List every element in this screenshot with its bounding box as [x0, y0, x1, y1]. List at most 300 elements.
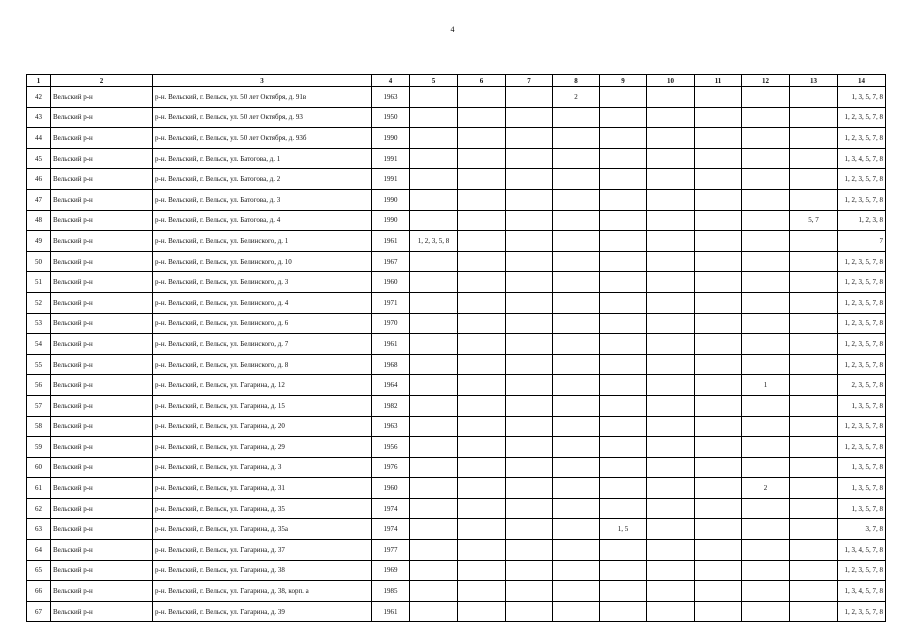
col13-cell: 5, 7	[790, 210, 838, 231]
col9-cell	[600, 375, 647, 396]
col7-cell	[506, 148, 553, 169]
col11-cell	[695, 519, 742, 540]
col10-cell	[647, 313, 695, 334]
col13-cell	[790, 437, 838, 458]
col-header-9: 9	[600, 75, 647, 87]
table-row	[27, 251, 886, 272]
col10-cell	[647, 560, 695, 581]
col11-cell	[695, 128, 742, 149]
year-cell: 1961	[372, 334, 410, 355]
col8-cell	[553, 437, 600, 458]
district-cell: Вельский р-н	[51, 437, 153, 458]
col13-cell	[790, 148, 838, 169]
address-cell: р-н. Вельский, г. Вельск, ул. Батогова, д. 4	[153, 210, 372, 231]
col7-cell	[506, 128, 553, 149]
col8-cell	[553, 231, 600, 252]
col6-cell	[458, 148, 506, 169]
year-cell: 1961	[372, 231, 410, 252]
district-cell: Вельский р-н	[51, 519, 153, 540]
col10-cell	[647, 251, 695, 272]
col12-cell	[742, 189, 790, 210]
col14-cell: 1, 2, 3, 5, 7, 8	[838, 272, 886, 293]
row-number-cell: 57	[27, 395, 51, 416]
col6-cell	[458, 210, 506, 231]
col7-cell	[506, 581, 553, 602]
year-cell: 1956	[372, 437, 410, 458]
year-cell: 1969	[372, 560, 410, 581]
col9-cell	[600, 416, 647, 437]
col8-cell	[553, 128, 600, 149]
year-cell: 1985	[372, 581, 410, 602]
year-cell: 1961	[372, 601, 410, 622]
col14-cell: 1, 2, 3, 5, 7, 8	[838, 292, 886, 313]
col11-cell	[695, 107, 742, 128]
address-cell: р-н. Вельский, г. Вельск, ул. Гагарина, д. 29	[153, 437, 372, 458]
address-cell: р-н. Вельский, г. Вельск, ул. Белинского, д. 6	[153, 313, 372, 334]
col10-cell	[647, 540, 695, 561]
col12-cell	[742, 334, 790, 355]
col8-cell	[553, 540, 600, 561]
col8-cell	[553, 601, 600, 622]
col9-cell	[600, 437, 647, 458]
col14-cell: 1, 2, 3, 5, 7, 8	[838, 169, 886, 190]
col10-cell	[647, 272, 695, 293]
col-header-1: 1	[27, 75, 51, 87]
col8-cell	[553, 272, 600, 293]
table-row	[27, 169, 886, 190]
col13-cell	[790, 416, 838, 437]
col12-cell	[742, 581, 790, 602]
col13-cell	[790, 231, 838, 252]
year-cell: 1974	[372, 519, 410, 540]
col9-cell	[600, 560, 647, 581]
header-row	[27, 75, 886, 87]
col6-cell	[458, 128, 506, 149]
col11-cell	[695, 87, 742, 108]
col10-cell	[647, 519, 695, 540]
district-cell: Вельский р-н	[51, 169, 153, 190]
year-cell: 1990	[372, 128, 410, 149]
table-row	[27, 292, 886, 313]
col5-cell	[410, 313, 458, 334]
col8-cell	[553, 457, 600, 478]
col-header-6: 6	[458, 75, 506, 87]
district-cell: Вельский р-н	[51, 354, 153, 375]
col14-cell: 1, 2, 3, 5, 7, 8	[838, 313, 886, 334]
col6-cell	[458, 313, 506, 334]
col5-cell	[410, 210, 458, 231]
address-cell: р-н. Вельский, г. Вельск, ул. Гагарина, д. 35	[153, 498, 372, 519]
district-cell: Вельский р-н	[51, 107, 153, 128]
col13-cell	[790, 292, 838, 313]
address-cell: р-н. Вельский, г. Вельск, ул. Белинского, д. 8	[153, 354, 372, 375]
col12-cell	[742, 251, 790, 272]
district-cell: Вельский р-н	[51, 416, 153, 437]
year-cell: 1950	[372, 107, 410, 128]
col10-cell	[647, 334, 695, 355]
col9-cell	[600, 334, 647, 355]
district-cell: Вельский р-н	[51, 334, 153, 355]
col13-cell	[790, 251, 838, 272]
col9-cell	[600, 148, 647, 169]
district-cell: Вельский р-н	[51, 601, 153, 622]
col7-cell	[506, 457, 553, 478]
table-row	[27, 395, 886, 416]
col11-cell	[695, 457, 742, 478]
table-row	[27, 354, 886, 375]
address-cell: р-н. Вельский, г. Вельск, ул. Гагарина, д. 39	[153, 601, 372, 622]
col14-cell: 1, 3, 4, 5, 7, 8	[838, 540, 886, 561]
col12-cell	[742, 210, 790, 231]
col5-cell	[410, 169, 458, 190]
col12-cell	[742, 313, 790, 334]
col13-cell	[790, 540, 838, 561]
col8-cell	[553, 148, 600, 169]
col14-cell: 1, 2, 3, 5, 7, 8	[838, 107, 886, 128]
col-header-8: 8	[553, 75, 600, 87]
col5-cell	[410, 457, 458, 478]
address-cell: р-н. Вельский, г. Вельск, ул. Гагарина, д. 38, корп. а	[153, 581, 372, 602]
row-number-cell: 49	[27, 231, 51, 252]
district-cell: Вельский р-н	[51, 581, 153, 602]
col12-cell	[742, 87, 790, 108]
col9-cell	[600, 395, 647, 416]
address-cell: р-н. Вельский, г. Вельск, ул. Гагарина, д. 3	[153, 457, 372, 478]
col-header-11: 11	[695, 75, 742, 87]
table-row	[27, 437, 886, 458]
district-cell: Вельский р-н	[51, 210, 153, 231]
col12-cell	[742, 231, 790, 252]
table-row	[27, 87, 886, 108]
district-cell: Вельский р-н	[51, 251, 153, 272]
col9-cell	[600, 478, 647, 499]
col7-cell	[506, 560, 553, 581]
col11-cell	[695, 334, 742, 355]
district-cell: Вельский р-н	[51, 292, 153, 313]
col10-cell	[647, 354, 695, 375]
col11-cell	[695, 601, 742, 622]
col14-cell: 1, 3, 5, 7, 8	[838, 478, 886, 499]
col13-cell	[790, 581, 838, 602]
col5-cell	[410, 540, 458, 561]
col5-cell	[410, 519, 458, 540]
col12-cell	[742, 519, 790, 540]
address-cell: р-н. Вельский, г. Вельск, ул. Батогова, д. 3	[153, 189, 372, 210]
col14-cell: 1, 2, 3, 5, 7, 8	[838, 354, 886, 375]
col-header-12: 12	[742, 75, 790, 87]
col7-cell	[506, 210, 553, 231]
table-row	[27, 498, 886, 519]
col5-cell	[410, 189, 458, 210]
row-number-cell: 51	[27, 272, 51, 293]
year-cell: 1990	[372, 189, 410, 210]
col10-cell	[647, 128, 695, 149]
table-row	[27, 457, 886, 478]
district-cell: Вельский р-н	[51, 128, 153, 149]
address-cell: р-н. Вельский, г. Вельск, ул. Белинского, д. 10	[153, 251, 372, 272]
row-number-cell: 42	[27, 87, 51, 108]
table-row	[27, 107, 886, 128]
col7-cell	[506, 540, 553, 561]
table-row	[27, 148, 886, 169]
col10-cell	[647, 231, 695, 252]
col6-cell	[458, 478, 506, 499]
col12-cell	[742, 457, 790, 478]
col13-cell	[790, 498, 838, 519]
address-cell: р-н. Вельский, г. Вельск, ул. Белинского, д. 1	[153, 231, 372, 252]
col7-cell	[506, 478, 553, 499]
address-cell: р-н. Вельский, г. Вельск, ул. 50 лет Октября, д. 93б	[153, 128, 372, 149]
col13-cell	[790, 560, 838, 581]
col6-cell	[458, 519, 506, 540]
row-number-cell: 64	[27, 540, 51, 561]
year-cell: 1967	[372, 251, 410, 272]
col-header-5: 5	[410, 75, 458, 87]
col6-cell	[458, 169, 506, 190]
col6-cell	[458, 375, 506, 396]
col8-cell	[553, 560, 600, 581]
table-row	[27, 560, 886, 581]
col7-cell	[506, 354, 553, 375]
row-number-cell: 65	[27, 560, 51, 581]
col-header-2: 2	[51, 75, 153, 87]
address-cell: р-н. Вельский, г. Вельск, ул. Гагарина, д. 15	[153, 395, 372, 416]
year-cell: 1960	[372, 478, 410, 499]
col7-cell	[506, 375, 553, 396]
col7-cell	[506, 334, 553, 355]
col12-cell	[742, 540, 790, 561]
year-cell: 1963	[372, 87, 410, 108]
col7-cell	[506, 251, 553, 272]
col13-cell	[790, 87, 838, 108]
address-cell: р-н. Вельский, г. Вельск, ул. Белинского, д. 3	[153, 272, 372, 293]
col9-cell	[600, 581, 647, 602]
col11-cell	[695, 354, 742, 375]
col14-cell: 1, 2, 3, 5, 7, 8	[838, 334, 886, 355]
col6-cell	[458, 416, 506, 437]
col5-cell	[410, 375, 458, 396]
col12-cell	[742, 437, 790, 458]
col14-cell: 1, 3, 4, 5, 7, 8	[838, 581, 886, 602]
row-number-cell: 47	[27, 189, 51, 210]
col5-cell	[410, 437, 458, 458]
col13-cell	[790, 519, 838, 540]
col7-cell	[506, 272, 553, 293]
year-cell: 1968	[372, 354, 410, 375]
col14-cell: 1, 2, 3, 8	[838, 210, 886, 231]
col13-cell	[790, 334, 838, 355]
row-number-cell: 53	[27, 313, 51, 334]
col10-cell	[647, 375, 695, 396]
col7-cell	[506, 416, 553, 437]
col6-cell	[458, 395, 506, 416]
col9-cell	[600, 251, 647, 272]
row-number-cell: 43	[27, 107, 51, 128]
col13-cell	[790, 128, 838, 149]
col8-cell	[553, 416, 600, 437]
col8-cell	[553, 189, 600, 210]
col5-cell	[410, 292, 458, 313]
col13-cell	[790, 601, 838, 622]
address-cell: р-н. Вельский, г. Вельск, ул. Гагарина, д. 20	[153, 416, 372, 437]
col6-cell	[458, 231, 506, 252]
col10-cell	[647, 107, 695, 128]
year-cell: 1960	[372, 272, 410, 293]
address-cell: р-н. Вельский, г. Вельск, ул. Гагарина, д. 35а	[153, 519, 372, 540]
col9-cell	[600, 210, 647, 231]
col-header-7: 7	[506, 75, 553, 87]
col11-cell	[695, 169, 742, 190]
col12-cell	[742, 416, 790, 437]
col10-cell	[647, 395, 695, 416]
address-cell: р-н. Вельский, г. Вельск, ул. Белинского, д. 4	[153, 292, 372, 313]
table-row	[27, 540, 886, 561]
col13-cell	[790, 107, 838, 128]
row-number-cell: 59	[27, 437, 51, 458]
col10-cell	[647, 457, 695, 478]
year-cell: 1963	[372, 416, 410, 437]
col11-cell	[695, 189, 742, 210]
col5-cell	[410, 601, 458, 622]
col8-cell	[553, 210, 600, 231]
row-number-cell: 45	[27, 148, 51, 169]
col14-cell: 1, 2, 3, 5, 7, 8	[838, 437, 886, 458]
table-row	[27, 189, 886, 210]
row-number-cell: 46	[27, 169, 51, 190]
col14-cell: 1, 3, 4, 5, 7, 8	[838, 148, 886, 169]
col8-cell	[553, 478, 600, 499]
col8-cell	[553, 251, 600, 272]
col7-cell	[506, 313, 553, 334]
col13-cell	[790, 169, 838, 190]
col11-cell	[695, 560, 742, 581]
col-header-3: 3	[153, 75, 372, 87]
col11-cell	[695, 416, 742, 437]
col10-cell	[647, 478, 695, 499]
col9-cell	[600, 169, 647, 190]
col11-cell	[695, 210, 742, 231]
row-number-cell: 52	[27, 292, 51, 313]
row-number-cell: 58	[27, 416, 51, 437]
district-cell: Вельский р-н	[51, 231, 153, 252]
table-row	[27, 581, 886, 602]
col11-cell	[695, 540, 742, 561]
table-row	[27, 313, 886, 334]
table-row	[27, 478, 886, 499]
col7-cell	[506, 498, 553, 519]
table-row	[27, 416, 886, 437]
col8-cell	[553, 292, 600, 313]
address-cell: р-н. Вельский, г. Вельск, ул. Гагарина, д. 31	[153, 478, 372, 499]
address-cell: р-н. Вельский, г. Вельск, ул. Батогова, д. 2	[153, 169, 372, 190]
col13-cell	[790, 272, 838, 293]
col13-cell	[790, 478, 838, 499]
row-number-cell: 61	[27, 478, 51, 499]
col9-cell	[600, 292, 647, 313]
register-table	[26, 74, 886, 622]
col11-cell	[695, 581, 742, 602]
col11-cell	[695, 272, 742, 293]
table-row	[27, 272, 886, 293]
col5-cell	[410, 128, 458, 149]
col14-cell: 1, 2, 3, 5, 7, 8	[838, 189, 886, 210]
col7-cell	[506, 189, 553, 210]
col5-cell	[410, 272, 458, 293]
col6-cell	[458, 87, 506, 108]
col14-cell: 1, 3, 5, 7, 8	[838, 87, 886, 108]
col6-cell	[458, 437, 506, 458]
col6-cell	[458, 354, 506, 375]
col5-cell	[410, 87, 458, 108]
row-number-cell: 56	[27, 375, 51, 396]
col5-cell	[410, 560, 458, 581]
col9-cell	[600, 189, 647, 210]
col9-cell	[600, 107, 647, 128]
col11-cell	[695, 498, 742, 519]
col11-cell	[695, 231, 742, 252]
col8-cell	[553, 375, 600, 396]
col13-cell	[790, 354, 838, 375]
col9-cell	[600, 272, 647, 293]
col10-cell	[647, 87, 695, 108]
col13-cell	[790, 189, 838, 210]
address-cell: р-н. Вельский, г. Вельск, ул. 50 лет Октября, д. 91в	[153, 87, 372, 108]
col7-cell	[506, 107, 553, 128]
district-cell: Вельский р-н	[51, 478, 153, 499]
col5-cell	[410, 251, 458, 272]
col7-cell	[506, 395, 553, 416]
col9-cell	[600, 128, 647, 149]
col12-cell	[742, 128, 790, 149]
col14-cell: 1, 2, 3, 5, 7, 8	[838, 251, 886, 272]
col14-cell: 1, 2, 3, 5, 7, 8	[838, 560, 886, 581]
col5-cell	[410, 416, 458, 437]
col5-cell	[410, 395, 458, 416]
col6-cell	[458, 581, 506, 602]
col12-cell	[742, 272, 790, 293]
col5-cell	[410, 334, 458, 355]
col13-cell	[790, 457, 838, 478]
col6-cell	[458, 251, 506, 272]
row-number-cell: 54	[27, 334, 51, 355]
col12-cell: 2	[742, 478, 790, 499]
address-cell: р-н. Вельский, г. Вельск, ул. Гагарина, д. 38	[153, 560, 372, 581]
col14-cell: 1, 2, 3, 5, 7, 8	[838, 128, 886, 149]
district-cell: Вельский р-н	[51, 272, 153, 293]
col8-cell	[553, 107, 600, 128]
col8-cell	[553, 354, 600, 375]
col8-cell	[553, 581, 600, 602]
col10-cell	[647, 169, 695, 190]
year-cell: 1977	[372, 540, 410, 561]
col7-cell	[506, 437, 553, 458]
col11-cell	[695, 395, 742, 416]
col14-cell: 3, 7, 8	[838, 519, 886, 540]
col-header-10: 10	[647, 75, 695, 87]
col12-cell	[742, 148, 790, 169]
col9-cell	[600, 354, 647, 375]
year-cell: 1964	[372, 375, 410, 396]
year-cell: 1990	[372, 210, 410, 231]
col12-cell	[742, 560, 790, 581]
district-cell: Вельский р-н	[51, 148, 153, 169]
row-number-cell: 50	[27, 251, 51, 272]
col6-cell	[458, 334, 506, 355]
col8-cell	[553, 169, 600, 190]
col12-cell	[742, 601, 790, 622]
col10-cell	[647, 437, 695, 458]
col6-cell	[458, 498, 506, 519]
